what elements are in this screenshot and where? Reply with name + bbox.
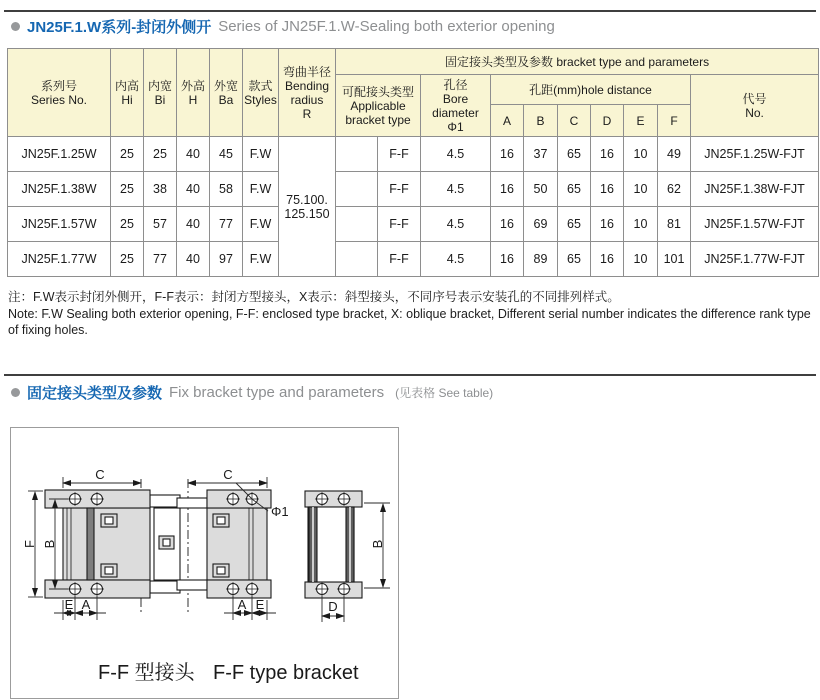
cell-h: 40: [177, 207, 210, 242]
cell-d: 16: [591, 242, 624, 277]
dim-label-phi: Φ1: [271, 504, 289, 519]
dim-label-e-left: E: [64, 597, 74, 612]
cell-bracket-blank: [336, 242, 378, 277]
section2-header: [11, 382, 493, 403]
note-zh: 注：F.W表示封闭外侧开，F-F表示：封闭方型接头，X表示：斜型接头，不同序号表示安装孔的不同排列样式。: [8, 290, 620, 304]
cell-hi: 25: [111, 137, 144, 172]
cell-series: JN25F.1.38W: [8, 172, 111, 207]
cell-f: 101: [658, 242, 691, 277]
cell-e: 10: [624, 172, 658, 207]
col-header-no: 代号 No.: [691, 75, 819, 137]
col-header-hi: 内高 Hi: [111, 49, 144, 137]
cell-h: 40: [177, 172, 210, 207]
spec-table: [7, 48, 819, 277]
cell-bracket-blank: [336, 172, 378, 207]
dim-label-a-left: A: [81, 597, 91, 612]
cell-e: 10: [624, 207, 658, 242]
cell-no: JN25F.1.25W-FJT: [691, 137, 819, 172]
dim-label-f: F: [22, 540, 37, 548]
col-header-dist-e: E: [624, 105, 658, 137]
cell-ba: 77: [210, 207, 243, 242]
col-header-radius: 弯曲半径 Bending radius R: [279, 49, 336, 137]
cell-bi: 77: [144, 242, 177, 277]
cell-bi: 25: [144, 137, 177, 172]
dim-label-b-right: B: [370, 539, 385, 549]
cell-ba: 58: [210, 172, 243, 207]
col-header-hole-distance: 孔距(mm)hole distance: [491, 75, 691, 105]
cell-d: 16: [591, 172, 624, 207]
table-row: [8, 172, 819, 207]
col-header-ba: 外宽 Ba: [210, 49, 243, 137]
dim-label-c-right: C: [223, 467, 233, 482]
cell-series: JN25F.1.57W: [8, 207, 111, 242]
cell-hi: 25: [111, 242, 144, 277]
group-header-bracket: 固定接头类型及参数 bracket type and parameters: [336, 49, 819, 75]
dim-label-c-left: C: [95, 467, 105, 482]
cell-a: 16: [491, 207, 524, 242]
diagram-caption-zh: F-F 型接头: [98, 662, 195, 684]
cell-bore: 4.5: [421, 172, 491, 207]
bracket-technical-drawing: [11, 428, 398, 698]
section1-header: [11, 16, 555, 37]
cell-bending-radius: 75.100. 125.150: [279, 137, 336, 277]
section2-title-en: Fix bracket type and parameters: [169, 384, 385, 401]
col-header-applicable: 可配接头类型 Applicable bracket type: [336, 75, 421, 137]
cell-bracket-blank: [336, 207, 378, 242]
cell-bore: 4.5: [421, 207, 491, 242]
dim-label-d: D: [328, 599, 338, 614]
table-row: [8, 137, 819, 172]
top-divider: [4, 10, 816, 12]
cell-hi: 25: [111, 172, 144, 207]
table-row: [8, 207, 819, 242]
cell-a: 16: [491, 172, 524, 207]
cell-style: F.W: [243, 172, 279, 207]
cell-d: 16: [591, 137, 624, 172]
cell-bi: 38: [144, 172, 177, 207]
diagram-caption-en: F-F type bracket: [213, 662, 359, 684]
dim-label-a-right: A: [237, 597, 247, 612]
cell-a: 16: [491, 137, 524, 172]
cell-style: F.W: [243, 207, 279, 242]
cell-e: 10: [624, 242, 658, 277]
cell-c: 65: [558, 172, 591, 207]
cell-no: JN25F.1.57W-FJT: [691, 207, 819, 242]
cell-no: JN25F.1.38W-FJT: [691, 172, 819, 207]
dim-label-b-left: B: [42, 539, 57, 549]
bullet-icon: [11, 22, 20, 31]
cell-h: 40: [177, 242, 210, 277]
cell-bracket: F-F: [378, 137, 421, 172]
section1-title-en: Series of JN25F.1.W-Sealing both exterior opening: [218, 18, 555, 35]
cell-series: JN25F.1.77W: [8, 242, 111, 277]
cell-c: 65: [558, 207, 591, 242]
cell-ba: 45: [210, 137, 243, 172]
cell-bore: 4.5: [421, 242, 491, 277]
table-notes: [8, 289, 814, 339]
cell-c: 65: [558, 137, 591, 172]
cell-hi: 25: [111, 207, 144, 242]
section2-title-zh: 固定接头类型及参数: [27, 385, 163, 402]
cell-e: 10: [624, 137, 658, 172]
cell-style: F.W: [243, 137, 279, 172]
cell-d: 16: [591, 207, 624, 242]
section2-note: (见表格 See table): [395, 386, 494, 400]
section1-title-zh: JN25F.1.W系列-封闭外侧开: [27, 19, 212, 36]
dim-label-e-right: E: [255, 597, 265, 612]
cell-bore: 4.5: [421, 137, 491, 172]
col-header-dist-c: C: [558, 105, 591, 137]
col-header-h: 外高 H: [177, 49, 210, 137]
col-header-dist-b: B: [524, 105, 558, 137]
cell-bi: 57: [144, 207, 177, 242]
cell-a: 16: [491, 242, 524, 277]
col-header-bore: 孔径 Bore diameter Φ1: [421, 75, 491, 137]
cell-bracket: F-F: [378, 172, 421, 207]
cell-c: 65: [558, 242, 591, 277]
cell-b: 50: [524, 172, 558, 207]
col-header-dist-a: A: [491, 105, 524, 137]
bracket-diagram: [10, 427, 399, 699]
table-row: [8, 242, 819, 277]
col-header-series: 系列号 Series No.: [8, 49, 111, 137]
cell-b: 37: [524, 137, 558, 172]
cell-no: JN25F.1.77W-FJT: [691, 242, 819, 277]
note-en: Note: F.W Sealing both exterior opening, F-F: enclosed type bracket, X: oblique bracket, Different serial number indicates the difference rank type of fixing holes.: [8, 306, 811, 337]
cell-series: JN25F.1.25W: [8, 137, 111, 172]
col-header-styles: 款式 Styles: [243, 49, 279, 137]
cell-f: 49: [658, 137, 691, 172]
cell-bracket: F-F: [378, 207, 421, 242]
col-header-dist-f: F: [658, 105, 691, 137]
cell-h: 40: [177, 137, 210, 172]
cell-f: 81: [658, 207, 691, 242]
cell-b: 69: [524, 207, 558, 242]
section-divider: [4, 374, 816, 376]
col-header-bi: 内宽 Bi: [144, 49, 177, 137]
cell-bracket-blank: [336, 137, 378, 172]
cell-ba: 97: [210, 242, 243, 277]
cell-style: F.W: [243, 242, 279, 277]
cell-b: 89: [524, 242, 558, 277]
cell-f: 62: [658, 172, 691, 207]
col-header-dist-d: D: [591, 105, 624, 137]
bullet-icon: [11, 388, 20, 397]
cell-bracket: F-F: [378, 242, 421, 277]
